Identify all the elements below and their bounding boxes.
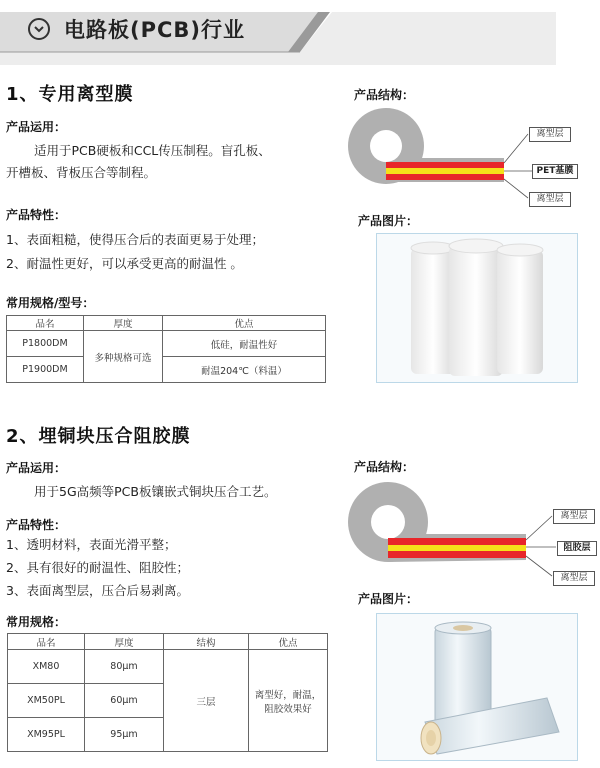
chevron-down-circle-icon (28, 18, 50, 40)
section2-feature-3: 3、表面离型层，压合后易剥离。 (6, 583, 189, 598)
table-cell: P1900DM (7, 357, 84, 383)
section1-product-photo (376, 233, 578, 383)
section2-spec-title: 常用规格： (6, 615, 67, 629)
page-title: 电路板(PCB)行业 (64, 18, 246, 42)
structure-label-top: 离型层 (553, 509, 595, 524)
table-cell (249, 650, 328, 752)
section2-structure-title: 产品结构： (354, 460, 415, 474)
section2-usage-line1: 用于5G高频等PCB板镶嵌式铜块压合工艺。 (34, 484, 277, 499)
advantage-line: 离型好，耐温， (254, 689, 322, 701)
table-cell: 三层 (164, 650, 249, 752)
section1-feature-2: 2、耐温性更好，可以承受更高的耐温性 。 (6, 256, 243, 271)
table-cell: XM95PL (8, 718, 85, 752)
structure-label-bottom: 离型层 (553, 571, 595, 586)
table-cell: 耐温204℃（料温） (163, 357, 326, 383)
section1-feature-1: 1、表面粗糙，使得压合后的表面更易于处理； (6, 232, 264, 247)
table-header: 品名 (7, 316, 84, 331)
section1-picture-title: 产品图片： (358, 214, 419, 228)
section2-usage-title: 产品运用： (6, 461, 67, 475)
table-cell: 多种规格可选 (84, 331, 163, 383)
table-cell: 60μm (85, 684, 164, 718)
structure-label-bottom: 离型层 (529, 192, 571, 207)
section1-usage-line2: 开槽板、背板压合等制程。 (6, 165, 157, 180)
section2-feature-2: 2、具有很好的耐温性、阻胶性； (6, 560, 189, 575)
section2-features-title: 产品特性： (6, 518, 67, 532)
structure-label-middle: PET基膜 (532, 164, 578, 179)
structure-label-top: 离型层 (529, 127, 571, 142)
section2-spec-table (7, 633, 328, 752)
table-cell: 低硅，耐温性好 (163, 331, 326, 357)
table-header: 厚度 (84, 316, 163, 331)
section1-usage-line1: 适用于PCB硬板和CCL传压制程。盲孔板、 (34, 143, 271, 158)
section2-product-photo (376, 613, 578, 761)
section1-usage-title: 产品运用： (6, 120, 67, 134)
table-cell: 95μm (85, 718, 164, 752)
section1-structure-title: 产品结构： (354, 88, 415, 102)
table-header: 优点 (249, 634, 328, 650)
section1-title: 1、专用离型膜 (6, 84, 134, 105)
table-cell: 80μm (85, 650, 164, 684)
table-header: 厚度 (85, 634, 164, 650)
table-cell: XM50PL (8, 684, 85, 718)
table-header: 结构 (164, 634, 249, 650)
advantage-line: 阻胶效果好 (264, 703, 312, 715)
table-header: 优点 (163, 316, 326, 331)
section1-spec-title: 常用规格/型号： (6, 296, 95, 310)
structure-label-middle: 阻胶层 (557, 541, 597, 556)
section2-feature-1: 1、透明材料，表面光滑平整； (6, 537, 177, 552)
section2-picture-title: 产品图片： (358, 592, 419, 606)
table-header: 品名 (8, 634, 85, 650)
table-cell: P1800DM (7, 331, 84, 357)
section2-title: 2、埋铜块压合阻胶膜 (6, 426, 191, 447)
section1-features-title: 产品特性： (6, 208, 67, 222)
table-cell: XM80 (8, 650, 85, 684)
section1-spec-table (6, 315, 326, 383)
